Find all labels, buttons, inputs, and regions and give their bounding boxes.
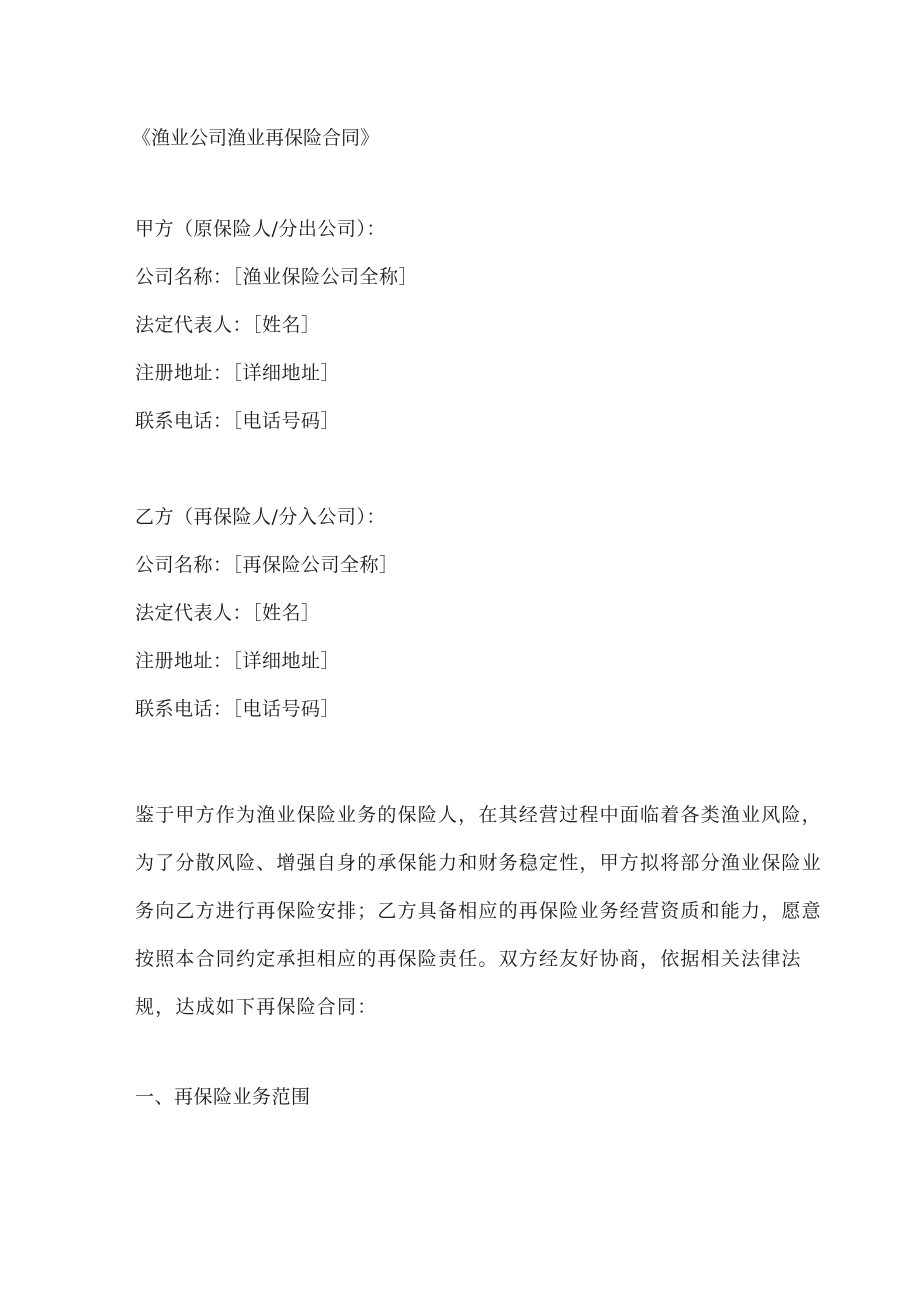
party-a-phone: 联系电话：［电话号码］ [135, 410, 341, 432]
preamble-line: 为了分散风险、增强自身的承保能力和财务稳定性，甲方拟将部分渔业保险业 [135, 852, 822, 874]
party-a-registered-address: 注册地址：［详细地址］ [135, 362, 341, 384]
party-b-legal-representative: 法定代表人：［姓名］ [135, 602, 321, 624]
preamble-line: 务向乙方进行再保险安排；乙方具备相应的再保险业务经营资质和能力，愿意 [135, 900, 822, 922]
document-title: 《渔业公司渔业再保险合同》 [132, 127, 380, 149]
preamble-line: 按照本合同约定承担相应的再保险责任。双方经友好协商，依据相关法律法 [135, 948, 802, 970]
party-a-legal-representative: 法定代表人：［姓名］ [135, 314, 321, 336]
party-b-heading: 乙方（再保险人/分入公司）： [135, 506, 386, 528]
party-a-heading: 甲方（原保险人/分出公司）： [135, 218, 386, 240]
preamble-line: 鉴于甲方作为渔业保险业务的保险人，在其经营过程中面临着各类渔业风险， [135, 804, 822, 826]
preamble-line: 规，达成如下再保险合同： [135, 996, 378, 1018]
preamble-paragraph [135, 791, 822, 1031]
party-b-company-name: 公司名称：［再保险公司全称］ [135, 554, 399, 576]
party-b-phone: 联系电话：［电话号码］ [135, 698, 341, 720]
party-b-registered-address: 注册地址：［详细地址］ [135, 650, 341, 672]
party-a-company-name: 公司名称：［渔业保险公司全称］ [135, 266, 419, 288]
section-heading: 一、再保险业务范围 [135, 1086, 311, 1108]
